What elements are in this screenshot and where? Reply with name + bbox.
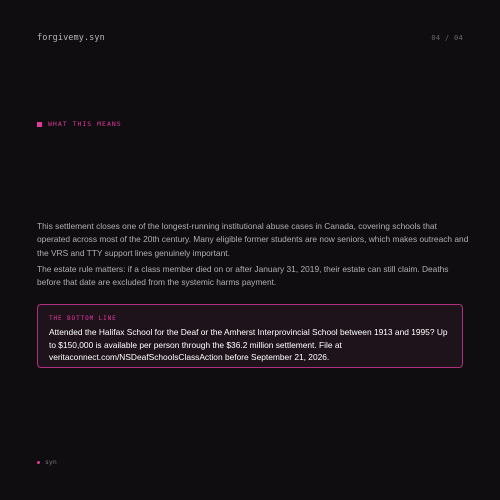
square-bullet-icon: [37, 122, 42, 127]
body-paragraph: This settlement closes one of the longest-running institutional abuse cases in Canada, covering schools that operated across most of the 20th century. Many eligible former students are now seniors, which makes outreach and the VRS and TTY support lines genuinely important.: [37, 221, 469, 258]
footer: [37, 458, 57, 466]
section-label: [37, 120, 122, 128]
bottom-line-callout: [37, 304, 463, 368]
body-paragraph: The estate rule matters: if a class member died on or after January 31, 2019, their estate can still claim. Deaths before that date are excluded from the systemic harms payment.: [37, 264, 449, 288]
section-label-text: WHAT THIS MEANS: [48, 120, 122, 128]
dot-icon: [37, 461, 40, 464]
page-indicator: 04 / 04: [431, 34, 463, 42]
callout-label: THE BOTTOM LINE: [49, 315, 117, 322]
callout-text: Attended the Halifax School for the Deaf or the Amherst Interprovincial School between 1913 and 1995? Up to $150,000 is available per person through the $36.2 million settlement. File at veritaconnect.com/NSDeafSchoolsClassAction before September 21, 2026.: [49, 327, 448, 363]
brand-name: forgivemy.syn: [37, 33, 105, 43]
footer-label: syn: [45, 458, 57, 466]
